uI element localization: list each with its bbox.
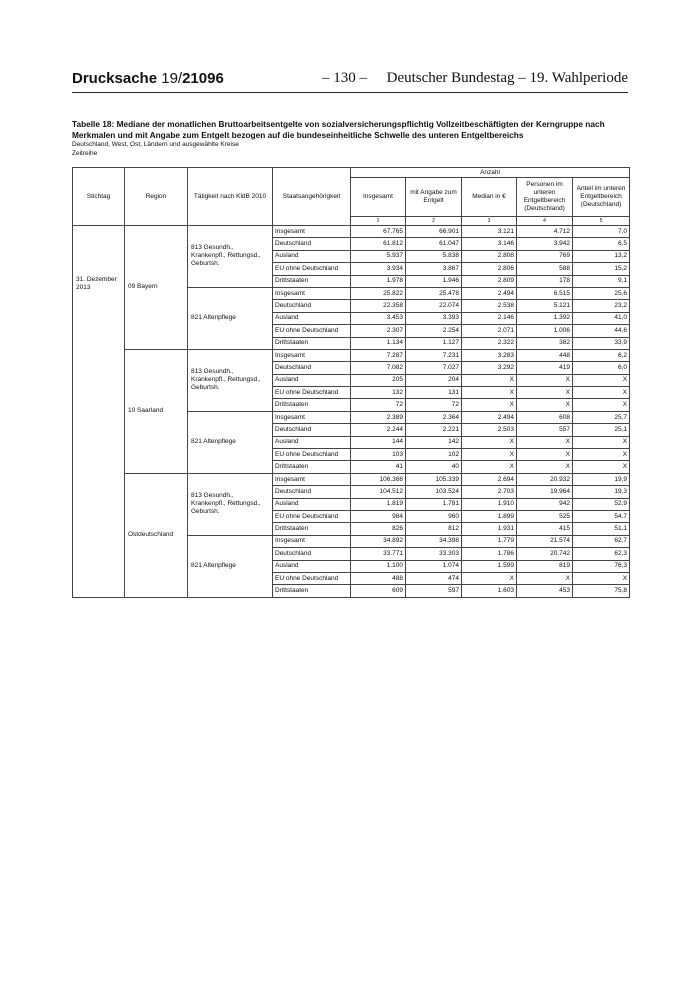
taetigkeit-cell: 821 Altenpflege xyxy=(188,411,273,473)
value-cell: 104.512 xyxy=(351,486,406,498)
value-cell: 19.964 xyxy=(517,486,573,498)
taetigkeit-cell: 813 Gesundh., Krankenpfl., Rettungsd., Geburtsh. xyxy=(188,473,273,535)
value-cell: 1.946 xyxy=(406,275,462,287)
value-cell: 76,3 xyxy=(573,560,630,572)
value-cell: 419 xyxy=(517,362,573,374)
col-region: Region xyxy=(125,168,188,226)
value-cell: X xyxy=(462,449,517,461)
value-cell: 1.599 xyxy=(462,560,517,572)
staatsangehoerigkeit-cell: EU ohne Deutschland xyxy=(273,572,351,584)
value-cell: 62,7 xyxy=(573,535,630,547)
value-cell: 1.074 xyxy=(406,560,462,572)
value-cell: 448 xyxy=(517,349,573,361)
value-cell: 9,1 xyxy=(573,275,630,287)
region-cell: Ostdeutschland xyxy=(125,473,188,597)
staatsangehoerigkeit-cell: Deutschland xyxy=(273,300,351,312)
staatsangehoerigkeit-cell: Drittstaaten xyxy=(273,523,351,535)
staatsangehoerigkeit-cell: EU ohne Deutschland xyxy=(273,510,351,522)
value-cell: 33.771 xyxy=(351,548,406,560)
value-cell: 812 xyxy=(406,523,462,535)
value-cell: 1.781 xyxy=(406,498,462,510)
value-cell: 105.339 xyxy=(406,473,462,485)
value-cell: 72 xyxy=(406,399,462,411)
staatsangehoerigkeit-cell: Insgesamt xyxy=(273,226,351,238)
value-cell: 44,6 xyxy=(573,325,630,337)
value-cell: 34.892 xyxy=(351,535,406,547)
value-cell: 1.392 xyxy=(517,312,573,324)
value-cell: X xyxy=(517,572,573,584)
value-cell: 178 xyxy=(517,275,573,287)
value-cell: 25.822 xyxy=(351,287,406,299)
value-cell: 453 xyxy=(517,585,573,597)
staatsangehoerigkeit-cell: Deutschland xyxy=(273,362,351,374)
value-cell: 1.134 xyxy=(351,337,406,349)
value-cell: 106.366 xyxy=(351,473,406,485)
value-cell: X xyxy=(517,461,573,473)
value-cell: X xyxy=(517,399,573,411)
value-cell: 6,2 xyxy=(573,349,630,361)
value-cell: 2.806 xyxy=(462,263,517,275)
value-cell: 131 xyxy=(406,387,462,399)
value-cell: 1.819 xyxy=(351,498,406,510)
value-cell: 2.538 xyxy=(462,300,517,312)
value-cell: 2.244 xyxy=(351,424,406,436)
page-number: – 130 – xyxy=(322,70,367,86)
value-cell: 2.694 xyxy=(462,473,517,485)
value-cell: 1.978 xyxy=(351,275,406,287)
value-cell: 25,6 xyxy=(573,287,630,299)
value-cell: 1.006 xyxy=(517,325,573,337)
value-cell: 6,0 xyxy=(573,362,630,374)
value-cell: X xyxy=(573,572,630,584)
col-group-anzahl: Anzahl xyxy=(351,168,630,178)
value-cell: 102 xyxy=(406,449,462,461)
value-cell: 61.047 xyxy=(406,238,462,250)
col-median: Median in € xyxy=(462,178,517,217)
staatsangehoerigkeit-cell: Deutschland xyxy=(273,424,351,436)
value-cell: 5.838 xyxy=(406,250,462,262)
value-cell: X xyxy=(462,461,517,473)
value-cell: 7.027 xyxy=(406,362,462,374)
col-index: 5 xyxy=(573,217,630,226)
value-cell: 22.074 xyxy=(406,300,462,312)
value-cell: 205 xyxy=(351,374,406,386)
value-cell: 557 xyxy=(517,424,573,436)
staatsangehoerigkeit-cell: Ausland xyxy=(273,498,351,510)
value-cell: 25,7 xyxy=(573,411,630,423)
value-cell: 66.901 xyxy=(406,226,462,238)
publisher: Deutscher Bundestag – 19. Wahlperiode xyxy=(386,70,628,86)
value-cell: 67.765 xyxy=(351,226,406,238)
col-personen: Personen im unteren Entgeltbereich (Deutschland) xyxy=(517,178,573,217)
value-cell: X xyxy=(573,461,630,473)
col-staatsangehoerigkeit: Staatsangehörigkeit xyxy=(273,168,351,226)
header-rule xyxy=(72,92,628,93)
value-cell: 72 xyxy=(351,399,406,411)
value-cell: 22.358 xyxy=(351,300,406,312)
value-cell: 103 xyxy=(351,449,406,461)
taetigkeit-cell: 821 Altenpflege xyxy=(188,287,273,349)
value-cell: X xyxy=(462,572,517,584)
value-cell: 20.932 xyxy=(517,473,573,485)
value-cell: X xyxy=(517,449,573,461)
value-cell: X xyxy=(573,387,630,399)
value-cell: 23,2 xyxy=(573,300,630,312)
value-cell: 769 xyxy=(517,250,573,262)
value-cell: 3.942 xyxy=(517,238,573,250)
staatsangehoerigkeit-cell: Insgesamt xyxy=(273,349,351,361)
value-cell: 3.393 xyxy=(406,312,462,324)
value-cell: 7.082 xyxy=(351,362,406,374)
col-anteil: Anteil im unteren Entgeltbereich (Deutschland) xyxy=(573,178,630,217)
staatsangehoerigkeit-cell: EU ohne Deutschland xyxy=(273,263,351,275)
region-cell: 09 Bayern xyxy=(125,226,188,350)
taetigkeit-cell: 813 Gesundh., Krankenpfl., Rettungsd., Geburtsh. xyxy=(188,226,273,288)
value-cell: 4.712 xyxy=(517,226,573,238)
value-cell: 2.389 xyxy=(351,411,406,423)
value-cell: 142 xyxy=(406,436,462,448)
staatsangehoerigkeit-cell: Deutschland xyxy=(273,238,351,250)
value-cell: 1.603 xyxy=(462,585,517,597)
staatsangehoerigkeit-cell: Deutschland xyxy=(273,486,351,498)
table-row xyxy=(73,226,630,238)
value-cell: 3.867 xyxy=(406,263,462,275)
value-cell: 144 xyxy=(351,436,406,448)
value-cell: X xyxy=(462,387,517,399)
value-cell: 382 xyxy=(517,337,573,349)
staatsangehoerigkeit-cell: EU ohne Deutschland xyxy=(273,387,351,399)
col-index: 1 xyxy=(351,217,406,226)
value-cell: 3.292 xyxy=(462,362,517,374)
staatsangehoerigkeit-cell: Drittstaaten xyxy=(273,399,351,411)
table-row xyxy=(73,349,630,361)
staatsangehoerigkeit-cell: Ausland xyxy=(273,250,351,262)
value-cell: 15,2 xyxy=(573,263,630,275)
staatsangehoerigkeit-cell: Ausland xyxy=(273,436,351,448)
value-cell: 1.127 xyxy=(406,337,462,349)
value-cell: X xyxy=(462,436,517,448)
value-cell: X xyxy=(517,387,573,399)
page-header xyxy=(72,70,628,92)
value-cell: 33,9 xyxy=(573,337,630,349)
value-cell: 61.812 xyxy=(351,238,406,250)
col-taetigkeit: Tätigkeit nach KldB 2010 xyxy=(188,168,273,226)
col-mit-angabe: mit Angabe zum Entgelt xyxy=(406,178,462,217)
value-cell: 3.121 xyxy=(462,226,517,238)
value-cell: 1.786 xyxy=(462,548,517,560)
table-subtitle-series: Zeitreihe xyxy=(72,150,98,157)
value-cell: 52,9 xyxy=(573,498,630,510)
staatsangehoerigkeit-cell: Drittstaaten xyxy=(273,275,351,287)
value-cell: 3.146 xyxy=(462,238,517,250)
staatsangehoerigkeit-cell: Drittstaaten xyxy=(273,461,351,473)
col-index: 4 xyxy=(517,217,573,226)
value-cell: 7.231 xyxy=(406,349,462,361)
staatsangehoerigkeit-cell: Insgesamt xyxy=(273,535,351,547)
taetigkeit-cell: 813 Gesundh., Krankenpfl., Rettungsd., Geburtsh. xyxy=(188,349,273,411)
value-cell: 1.100 xyxy=(351,560,406,572)
value-cell: 13,2 xyxy=(573,250,630,262)
value-cell: X xyxy=(573,374,630,386)
value-cell: X xyxy=(517,374,573,386)
value-cell: 7.287 xyxy=(351,349,406,361)
value-cell: 6.515 xyxy=(517,287,573,299)
value-cell: 597 xyxy=(406,585,462,597)
value-cell: 826 xyxy=(351,523,406,535)
table-title: Tabelle 18: Mediane der monatlichen Bruttoarbeitsentgelte von sozialversicherungspflichtig Vollzeitbeschäftigten der Kerngruppe nach Merkmalen und mit Angabe zum Entgelt bezogen auf die bundeseinheitliche Schwelle des unteren Entgeltbereichs xyxy=(72,119,605,140)
value-cell: 960 xyxy=(406,510,462,522)
staatsangehoerigkeit-cell: Ausland xyxy=(273,560,351,572)
value-cell: 41,0 xyxy=(573,312,630,324)
staatsangehoerigkeit-cell: EU ohne Deutschland xyxy=(273,325,351,337)
value-cell: 1.779 xyxy=(462,535,517,547)
value-cell: X xyxy=(573,399,630,411)
value-cell: X xyxy=(573,436,630,448)
staatsangehoerigkeit-cell: EU ohne Deutschland xyxy=(273,449,351,461)
value-cell: 5.121 xyxy=(517,300,573,312)
value-cell: 132 xyxy=(351,387,406,399)
staatsangehoerigkeit-cell: Insgesamt xyxy=(273,287,351,299)
staatsangehoerigkeit-cell: Ausland xyxy=(273,374,351,386)
value-cell: 1.899 xyxy=(462,510,517,522)
value-cell: X xyxy=(462,374,517,386)
table-row xyxy=(73,473,630,485)
value-cell: 5.937 xyxy=(351,250,406,262)
value-cell: 2.494 xyxy=(462,287,517,299)
value-cell: 2.254 xyxy=(406,325,462,337)
staatsangehoerigkeit-cell: Deutschland xyxy=(273,548,351,560)
stichtag-cell: 31. Dezember 2013 xyxy=(73,226,125,598)
col-index: 2 xyxy=(406,217,462,226)
taetigkeit-cell: 821 Altenpflege xyxy=(188,535,273,597)
value-cell: 204 xyxy=(406,374,462,386)
value-cell: 103.524 xyxy=(406,486,462,498)
value-cell: 51,1 xyxy=(573,523,630,535)
value-cell: 488 xyxy=(351,572,406,584)
value-cell: 54,7 xyxy=(573,510,630,522)
staatsangehoerigkeit-cell: Drittstaaten xyxy=(273,337,351,349)
value-cell: 33.303 xyxy=(406,548,462,560)
staatsangehoerigkeit-cell: Drittstaaten xyxy=(273,585,351,597)
value-cell: 2.809 xyxy=(462,275,517,287)
value-cell: X xyxy=(573,449,630,461)
value-cell: 2.221 xyxy=(406,424,462,436)
value-cell: 75,8 xyxy=(573,585,630,597)
value-cell: 588 xyxy=(517,263,573,275)
value-cell: 819 xyxy=(517,560,573,572)
region-cell: 10 Saarland xyxy=(125,349,188,473)
value-cell: 2.146 xyxy=(462,312,517,324)
value-cell: 525 xyxy=(517,510,573,522)
value-cell: 20.742 xyxy=(517,548,573,560)
value-cell: 3.934 xyxy=(351,263,406,275)
value-cell: 25.478 xyxy=(406,287,462,299)
value-cell: 19,3 xyxy=(573,486,630,498)
value-cell: 34.398 xyxy=(406,535,462,547)
value-cell: 2.808 xyxy=(462,250,517,262)
data-table xyxy=(72,167,630,598)
value-cell: 415 xyxy=(517,523,573,535)
table-subtitle: Deutschland, West, Ost, Ländern und ausgewählte Kreise xyxy=(72,141,239,148)
value-cell: 608 xyxy=(517,411,573,423)
value-cell: 6,5 xyxy=(573,238,630,250)
value-cell: 2.307 xyxy=(351,325,406,337)
value-cell: 942 xyxy=(517,498,573,510)
value-cell: 3.453 xyxy=(351,312,406,324)
value-cell: 474 xyxy=(406,572,462,584)
value-cell: 2.071 xyxy=(462,325,517,337)
value-cell: 21.574 xyxy=(517,535,573,547)
value-cell: 3.283 xyxy=(462,349,517,361)
value-cell: 2.503 xyxy=(462,424,517,436)
col-insgesamt: Insgesamt xyxy=(351,178,406,217)
staatsangehoerigkeit-cell: Ausland xyxy=(273,312,351,324)
value-cell: X xyxy=(517,436,573,448)
value-cell: X xyxy=(462,399,517,411)
value-cell: 7,0 xyxy=(573,226,630,238)
value-cell: 2.494 xyxy=(462,411,517,423)
value-cell: 62,3 xyxy=(573,548,630,560)
value-cell: 25,1 xyxy=(573,424,630,436)
value-cell: 1.910 xyxy=(462,498,517,510)
staatsangehoerigkeit-cell: Insgesamt xyxy=(273,411,351,423)
value-cell: 41 xyxy=(351,461,406,473)
value-cell: 2.703 xyxy=(462,486,517,498)
value-cell: 40 xyxy=(406,461,462,473)
value-cell: 609 xyxy=(351,585,406,597)
document-number: Drucksache 19/21096 xyxy=(72,70,224,87)
col-stichtag: Stichtag xyxy=(73,168,125,226)
value-cell: 19,9 xyxy=(573,473,630,485)
value-cell: 2.322 xyxy=(462,337,517,349)
value-cell: 984 xyxy=(351,510,406,522)
col-index: 3 xyxy=(462,217,517,226)
value-cell: 2.364 xyxy=(406,411,462,423)
value-cell: 1.931 xyxy=(462,523,517,535)
staatsangehoerigkeit-cell: Insgesamt xyxy=(273,473,351,485)
